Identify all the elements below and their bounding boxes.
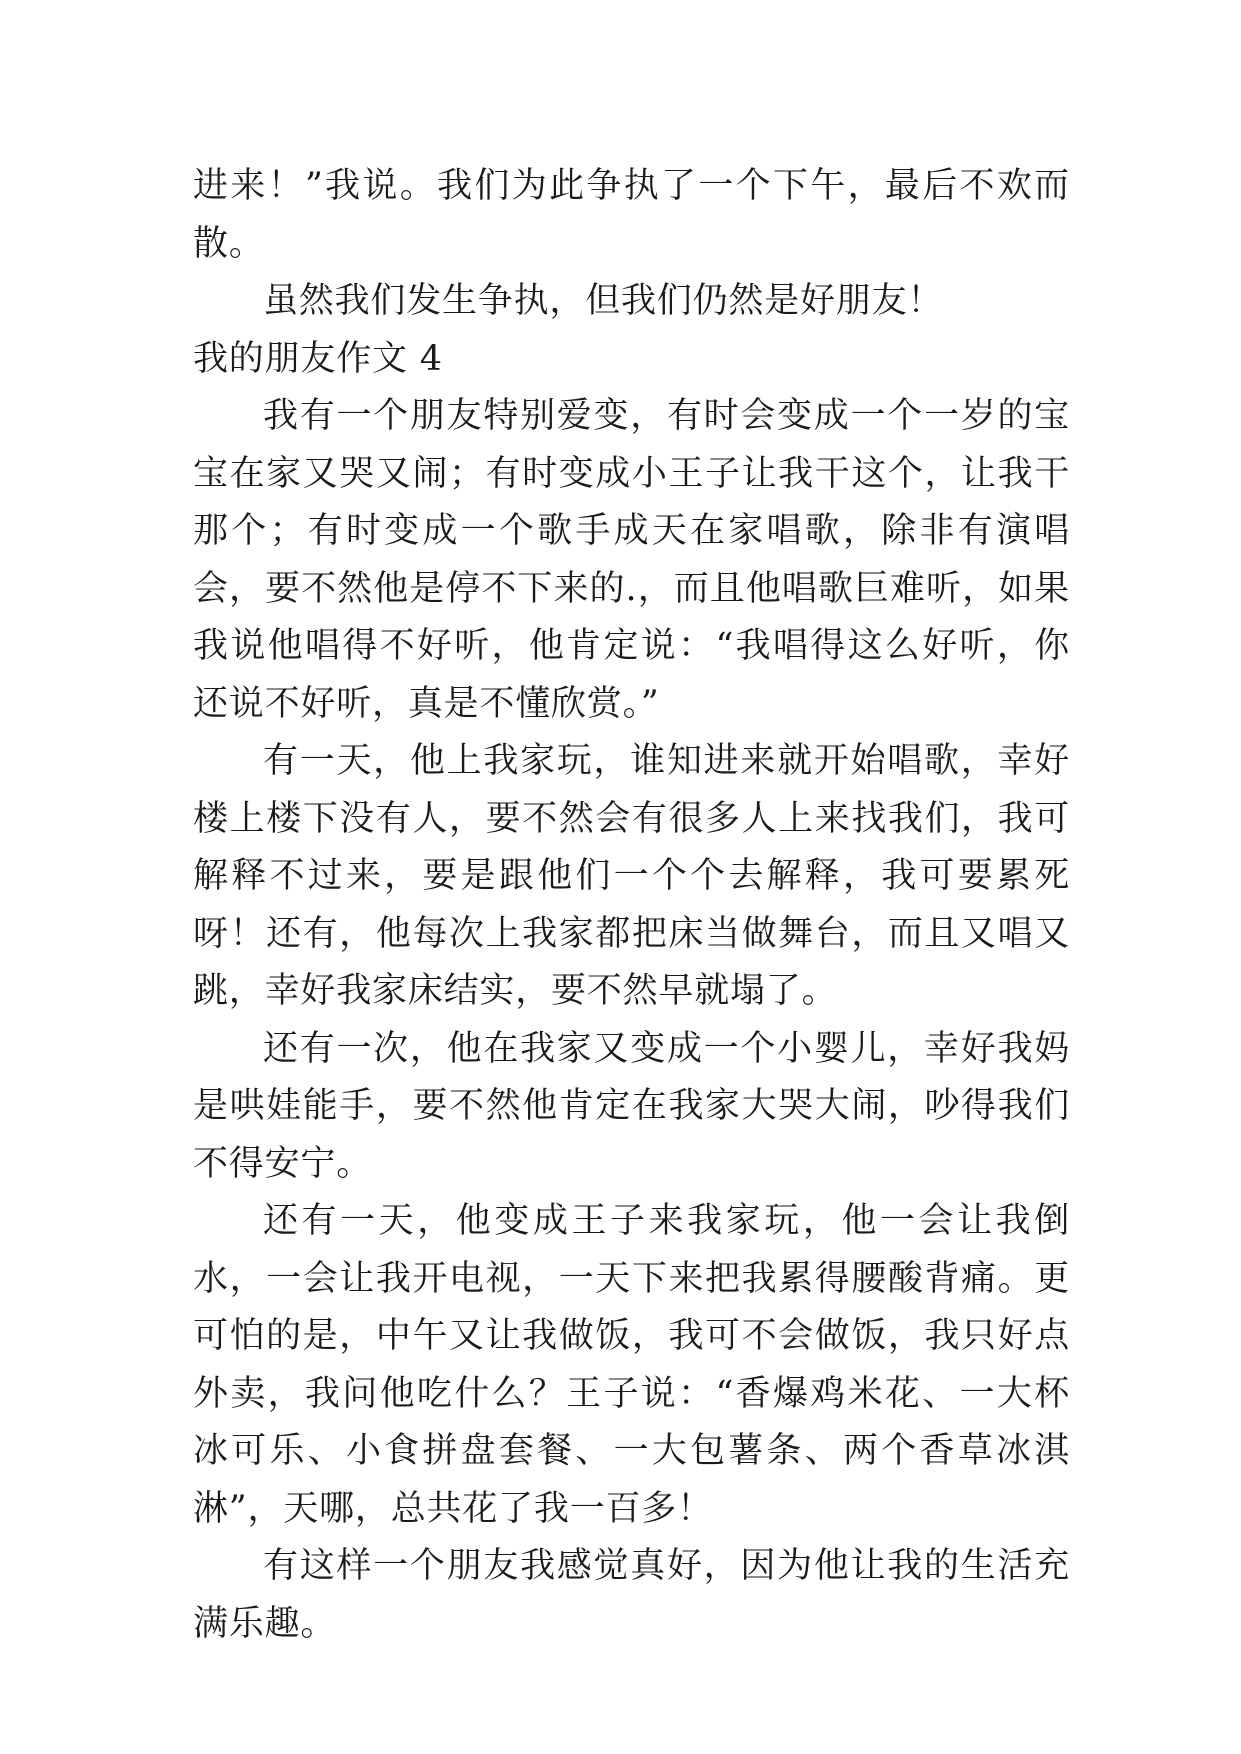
paragraph-5: 有这样一个朋友我感觉真好，因为他让我的生活充满乐趣。 <box>193 1546 1070 1644</box>
paragraph-4: 还有一天，他变成王子来我家玩，他一会让我倒水，一会让我开电视，一天下来把我累得腰酸背痛。更可怕的是，中午又让我做饭，我可不会做饭，我只好点外卖，我问他吃什么？王子说：“香爆鸡米花、一大杯冰可乐、小食拼盘套餐、一大包薯条、两个香草冰淇淋”，天哪，总共花了我一百多！ <box>193 1201 1070 1529</box>
document-body <box>193 158 1070 1653</box>
paragraph-3: 还有一次，他在我家又变成一个小婴儿，幸好我妈是哄娃能手，要不然他肯定在我家大哭大闹，吵得我们不得安宁。 <box>193 1028 1070 1184</box>
essay-heading: 我的朋友作文 4 <box>193 338 443 379</box>
paragraph-continued: 进来！”我说。我们为此争执了一个下午，最后不欢而散。 <box>193 166 1070 264</box>
paragraph-2: 有一天，他上我家玩，谁知进来就开始唱歌，幸好楼上楼下没有人，要不然会有很多人上来找我们，我可解释不过来，要是跟他们一个个去解释，我可要累死呀！还有，他每次上我家都把床当做舞台，而且又唱又跳，幸好我家床结实，要不然早就塌了。 <box>193 741 1070 1011</box>
paragraph-1: 我有一个朋友特别爱变，有时会变成一个一岁的宝宝在家又哭又闹；有时变成小王子让我干这个，让我干那个；有时变成一个歌手成天在家唱歌，除非有演唱会，要不然他是停不下来的.，而且他唱歌巨难听，如果我说他唱得不好听，他肯定说：“我唱得这么好听，你还说不好听，真是不懂欣赏。” <box>193 396 1070 724</box>
paragraph-conclusion-prev: 虽然我们发生争执，但我们仍然是好朋友！ <box>263 281 944 321</box>
